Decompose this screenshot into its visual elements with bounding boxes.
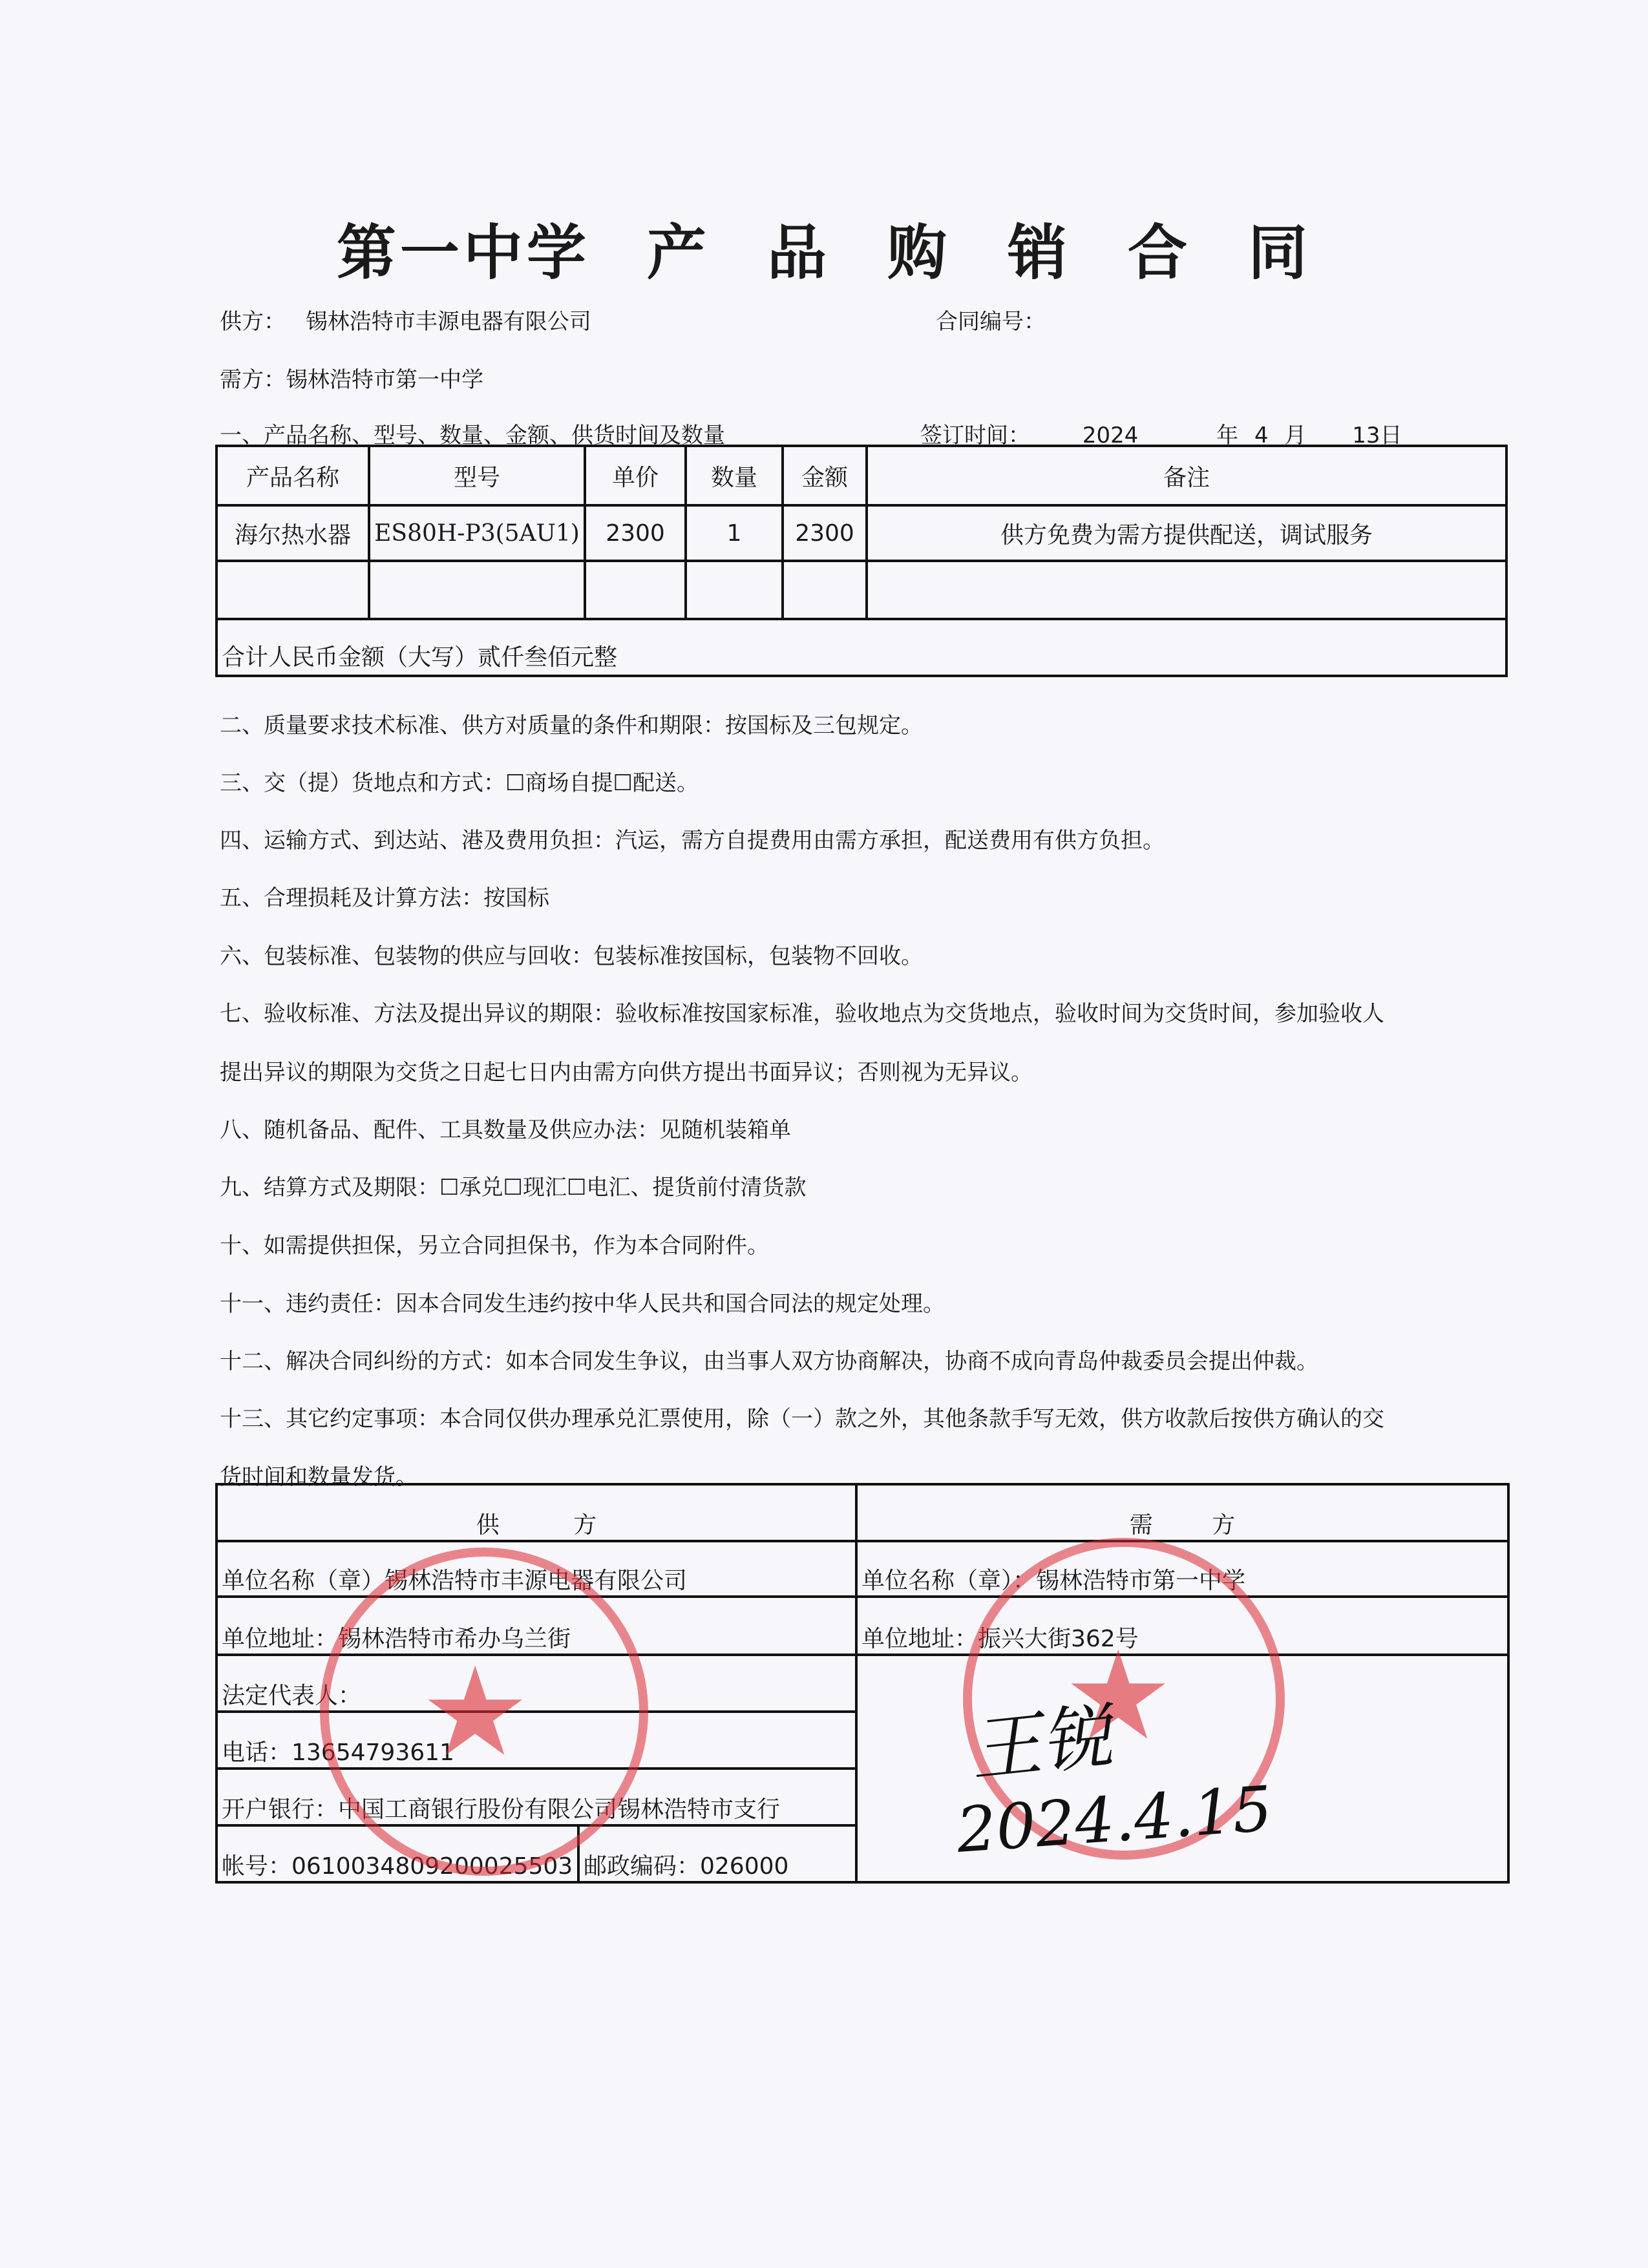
buyer-seal-star-icon: ★ xyxy=(1063,1624,1174,1767)
signature-table xyxy=(215,1483,1510,1884)
cell-product-name: 海尔热水器 xyxy=(217,505,369,561)
supplier-account: 帐号：0610034809200025503 xyxy=(217,1825,578,1882)
buyer-line: 需方：锡林浩特市第一中学 xyxy=(220,367,483,393)
cell-quantity: 1 xyxy=(686,505,783,561)
header-unit-price: 单价 xyxy=(585,446,686,505)
contract-number-label: 合同编号： xyxy=(936,309,1046,335)
sign-header-row xyxy=(217,1484,1508,1541)
supplier-header: 供 方 xyxy=(217,1484,856,1541)
total-amount-words: 合计人民币金额（大写）贰仟叁佰元整 xyxy=(217,619,1506,676)
clause-3: 三、交（提）货地点和方式：☐商场自提☐配送。 xyxy=(220,770,699,796)
supplier-legal-rep: 法定代表人： xyxy=(217,1655,856,1712)
supplier-seal-star-icon: ★ xyxy=(420,1641,531,1783)
sign-date-label: 签订时间： xyxy=(920,423,1030,448)
sign-date-month: 4 xyxy=(1254,423,1269,448)
supplier-phone: 电话：13654793611 xyxy=(217,1712,856,1769)
table-row xyxy=(217,505,1506,561)
supplier-line xyxy=(220,304,591,335)
header-remarks: 备注 xyxy=(867,446,1506,505)
clause-6: 六、包装标准、包装物的供应与回收：包装标准按国标，包装物不回收。 xyxy=(220,943,923,969)
buyer-unit-name: 单位名称（章）：锡林浩特市第一中学 xyxy=(856,1541,1508,1597)
clause-4: 四、运输方式、到达站、港及费用负担：汽运，需方自提费用由需方承担，配送费用有供方负担。 xyxy=(220,828,1165,854)
table-total-row xyxy=(217,619,1506,676)
section-one-heading: 一、产品名称、型号、数量、金额、供货时间及数量 xyxy=(220,423,725,448)
sign-address-row xyxy=(217,1597,1508,1655)
cell-amount: 2300 xyxy=(783,505,867,561)
buyer-address: 单位地址：振兴大街362号 xyxy=(856,1597,1508,1655)
buyer-header: 需 方 xyxy=(856,1484,1508,1541)
cell-model: ES80H-P3(5AU1) xyxy=(369,505,585,561)
page-title: 第一中学 产 品 购 销 合 同 xyxy=(336,218,1312,288)
sign-date-year: 2024 xyxy=(1082,423,1139,448)
table-header-row xyxy=(217,446,1506,505)
clause-8: 八、随机备品、配件、工具数量及供应办法：见随机装箱单 xyxy=(220,1117,791,1143)
cell-remarks: 供方免费为需方提供配送，调试服务 xyxy=(867,505,1506,561)
header-product-name: 产品名称 xyxy=(217,446,369,505)
clause-7: 七、验收标准、方法及提出异议的期限：验收标准按国家标准，验收地点为交货地点，验收时间为交货时间，参加验收人 xyxy=(220,1001,1384,1027)
clause-13-cont: 货时间和数量发货。 xyxy=(220,1464,417,1490)
product-table xyxy=(215,445,1508,677)
supplier-value: 锡林浩特市丰源电器有限公司 xyxy=(305,309,591,335)
supplier-bank: 开户银行：中国工商银行股份有限公司锡林浩特市支行 xyxy=(217,1769,856,1825)
cell-unit-price: 2300 xyxy=(585,505,686,561)
sign-rep-row xyxy=(217,1655,1508,1712)
header-quantity: 数量 xyxy=(686,446,783,505)
clause-12: 十二、解决合同纠纷的方式：如本合同发生争议，由当事人双方协商解决，协商不成向青岛仲裁委员会提出仲裁。 xyxy=(220,1349,1318,1374)
clause-2: 二、质量要求技术标准、供方对质量的条件和期限：按国标及三包规定。 xyxy=(220,713,923,739)
clause-11: 十一、违约责任：因本合同发生违约按中华人民共和国合同法的规定处理。 xyxy=(220,1291,945,1317)
clause-13: 十三、其它约定事项：本合同仅供办理承兑汇票使用，除（一）款之外，其他条款手写无效，供方收款后按供方确认的交 xyxy=(220,1406,1384,1432)
table-empty-row xyxy=(217,561,1506,619)
handwritten-date: 2024.4.15 xyxy=(954,1772,1274,1867)
supplier-unit-name: 单位名称（章）锡林浩特市丰源电器有限公司 xyxy=(217,1541,856,1597)
header-amount: 金额 xyxy=(783,446,867,505)
sign-date-day: 13日 xyxy=(1352,423,1402,448)
supplier-address: 单位地址：锡林浩特市希办乌兰街 xyxy=(217,1597,856,1655)
sign-name-row xyxy=(217,1541,1508,1597)
clause-7-cont: 提出异议的期限为交货之日起七日内由需方向供方提出书面异议；否则视为无异议。 xyxy=(220,1060,1033,1086)
clause-5: 五、合理损耗及计算方法：按国标 xyxy=(220,885,549,911)
supplier-label: 供方： xyxy=(220,309,286,335)
header-model: 型号 xyxy=(369,446,585,505)
supplier-postcode: 邮政编码：026000 xyxy=(578,1825,856,1882)
clause-10: 十、如需提供担保，另立合同担保书，作为本合同附件。 xyxy=(220,1233,769,1259)
sign-date-month-unit: 月 xyxy=(1284,423,1307,448)
handwritten-signature: 王锐 xyxy=(966,1694,1117,1792)
sign-date-year-unit: 年 xyxy=(1216,423,1239,448)
clause-9: 九、结算方式及期限：☐承兑☐现汇☐电汇、提货前付清货款 xyxy=(220,1175,807,1201)
